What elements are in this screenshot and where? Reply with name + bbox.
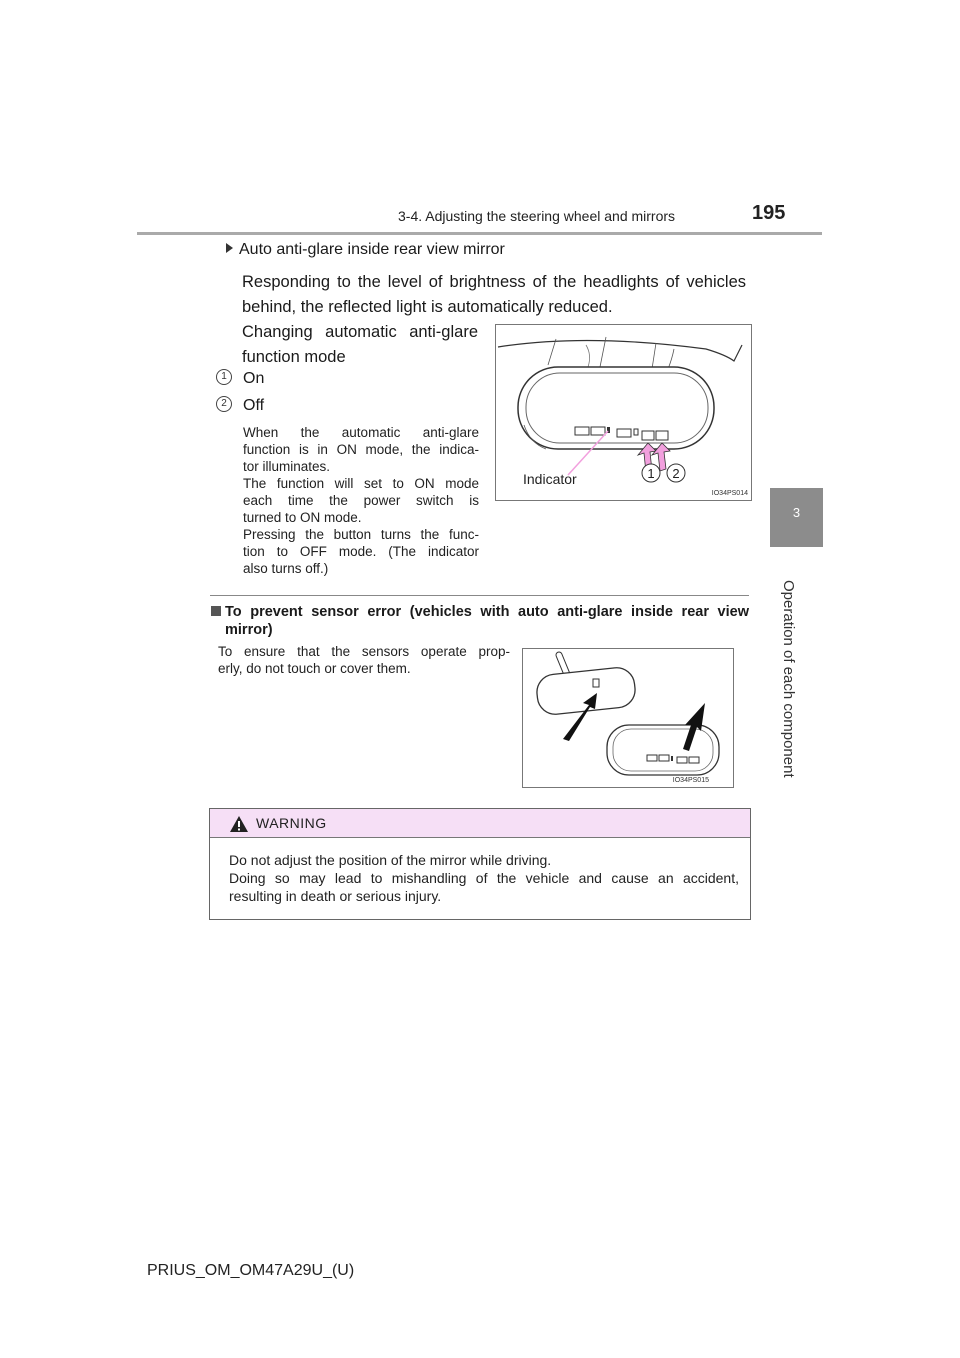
figure-mirror-sensors (522, 648, 734, 788)
note-line: Pressing the button turns the func- (243, 527, 479, 542)
warning-line-3: resulting in death or serious injury. (229, 888, 442, 904)
figure-code-2: IO34PS015 (672, 777, 709, 784)
figure-marker-2: 2 (672, 466, 680, 481)
warning-header (210, 809, 750, 838)
option-number-2: 2 (216, 396, 232, 412)
section-divider (210, 595, 749, 596)
mirror-buttons-illustration (496, 325, 751, 500)
note-line: The function will set to ON mode (243, 476, 479, 491)
sensor-text (218, 643, 510, 677)
page-number: 195 (752, 202, 786, 224)
option-label-on: On (243, 370, 265, 387)
figure-code-1: IO34PS014 (711, 490, 748, 497)
header-section-title: 3-4. Adjusting the steering wheel and mirrors (398, 208, 676, 224)
mirror-sensors-illustration (523, 649, 733, 787)
note-line: When the automatic anti-glare (243, 425, 479, 440)
feature-bullet-text: Auto anti-glare inside rear view mirror (239, 241, 505, 258)
mode-title-line-2: function mode (242, 348, 346, 366)
indicator-note (243, 424, 479, 577)
note-line: each time the power switch is (243, 493, 479, 508)
note-line: also turns off.) (243, 561, 329, 576)
chapter-number: 3 (792, 505, 801, 520)
feature-bullet (226, 241, 505, 259)
sensor-heading-line-2: mirror) (225, 622, 273, 638)
note-line: tion to OFF mode. (The indicator (243, 544, 479, 559)
option-number-1: 1 (216, 369, 232, 385)
chapter-title: Operation of each component (780, 580, 797, 778)
sensor-text-line-2: erly, do not touch or cover them. (218, 661, 411, 676)
manual-code: PRIUS_OM_OM47A29U_(U) (147, 1262, 355, 1279)
figure-mirror-buttons (495, 324, 752, 501)
warning-triangle-icon (229, 815, 249, 833)
description-line-1: Responding to the level of brightness of the headlights of vehicles (242, 273, 746, 291)
warning-line-2: Doing so may lead to mishandling of the vehicle and cause an accident, (229, 870, 739, 886)
note-line: tor illuminates. (243, 459, 331, 474)
sensor-text-line-1: To ensure that the sensors operate prop- (218, 644, 510, 659)
figure-marker-1: 1 (647, 466, 655, 481)
warning-box (209, 808, 751, 920)
warning-line-1: Do not adjust the position of the mirror while driving. (229, 852, 552, 868)
triangle-bullet-icon (226, 243, 233, 253)
description-line-2: behind, the reflected light is automatically reduced. (242, 298, 613, 316)
warning-text (229, 851, 739, 905)
note-line: function is in ON mode, the indica- (243, 442, 479, 457)
note-line: turned to ON mode. (243, 510, 362, 525)
sensor-section-heading (211, 603, 749, 639)
square-bullet-icon (211, 606, 221, 616)
warning-label: WARNING (256, 815, 327, 831)
option-label-off: Off (243, 397, 265, 414)
mode-title-line-1: Changing automatic anti-glare (242, 323, 478, 341)
indicator-callout: Indicator (523, 471, 577, 487)
sensor-heading-line-1: To prevent sensor error (vehicles with auto anti-glare inside rear view (225, 604, 749, 620)
header-rule (137, 232, 822, 235)
